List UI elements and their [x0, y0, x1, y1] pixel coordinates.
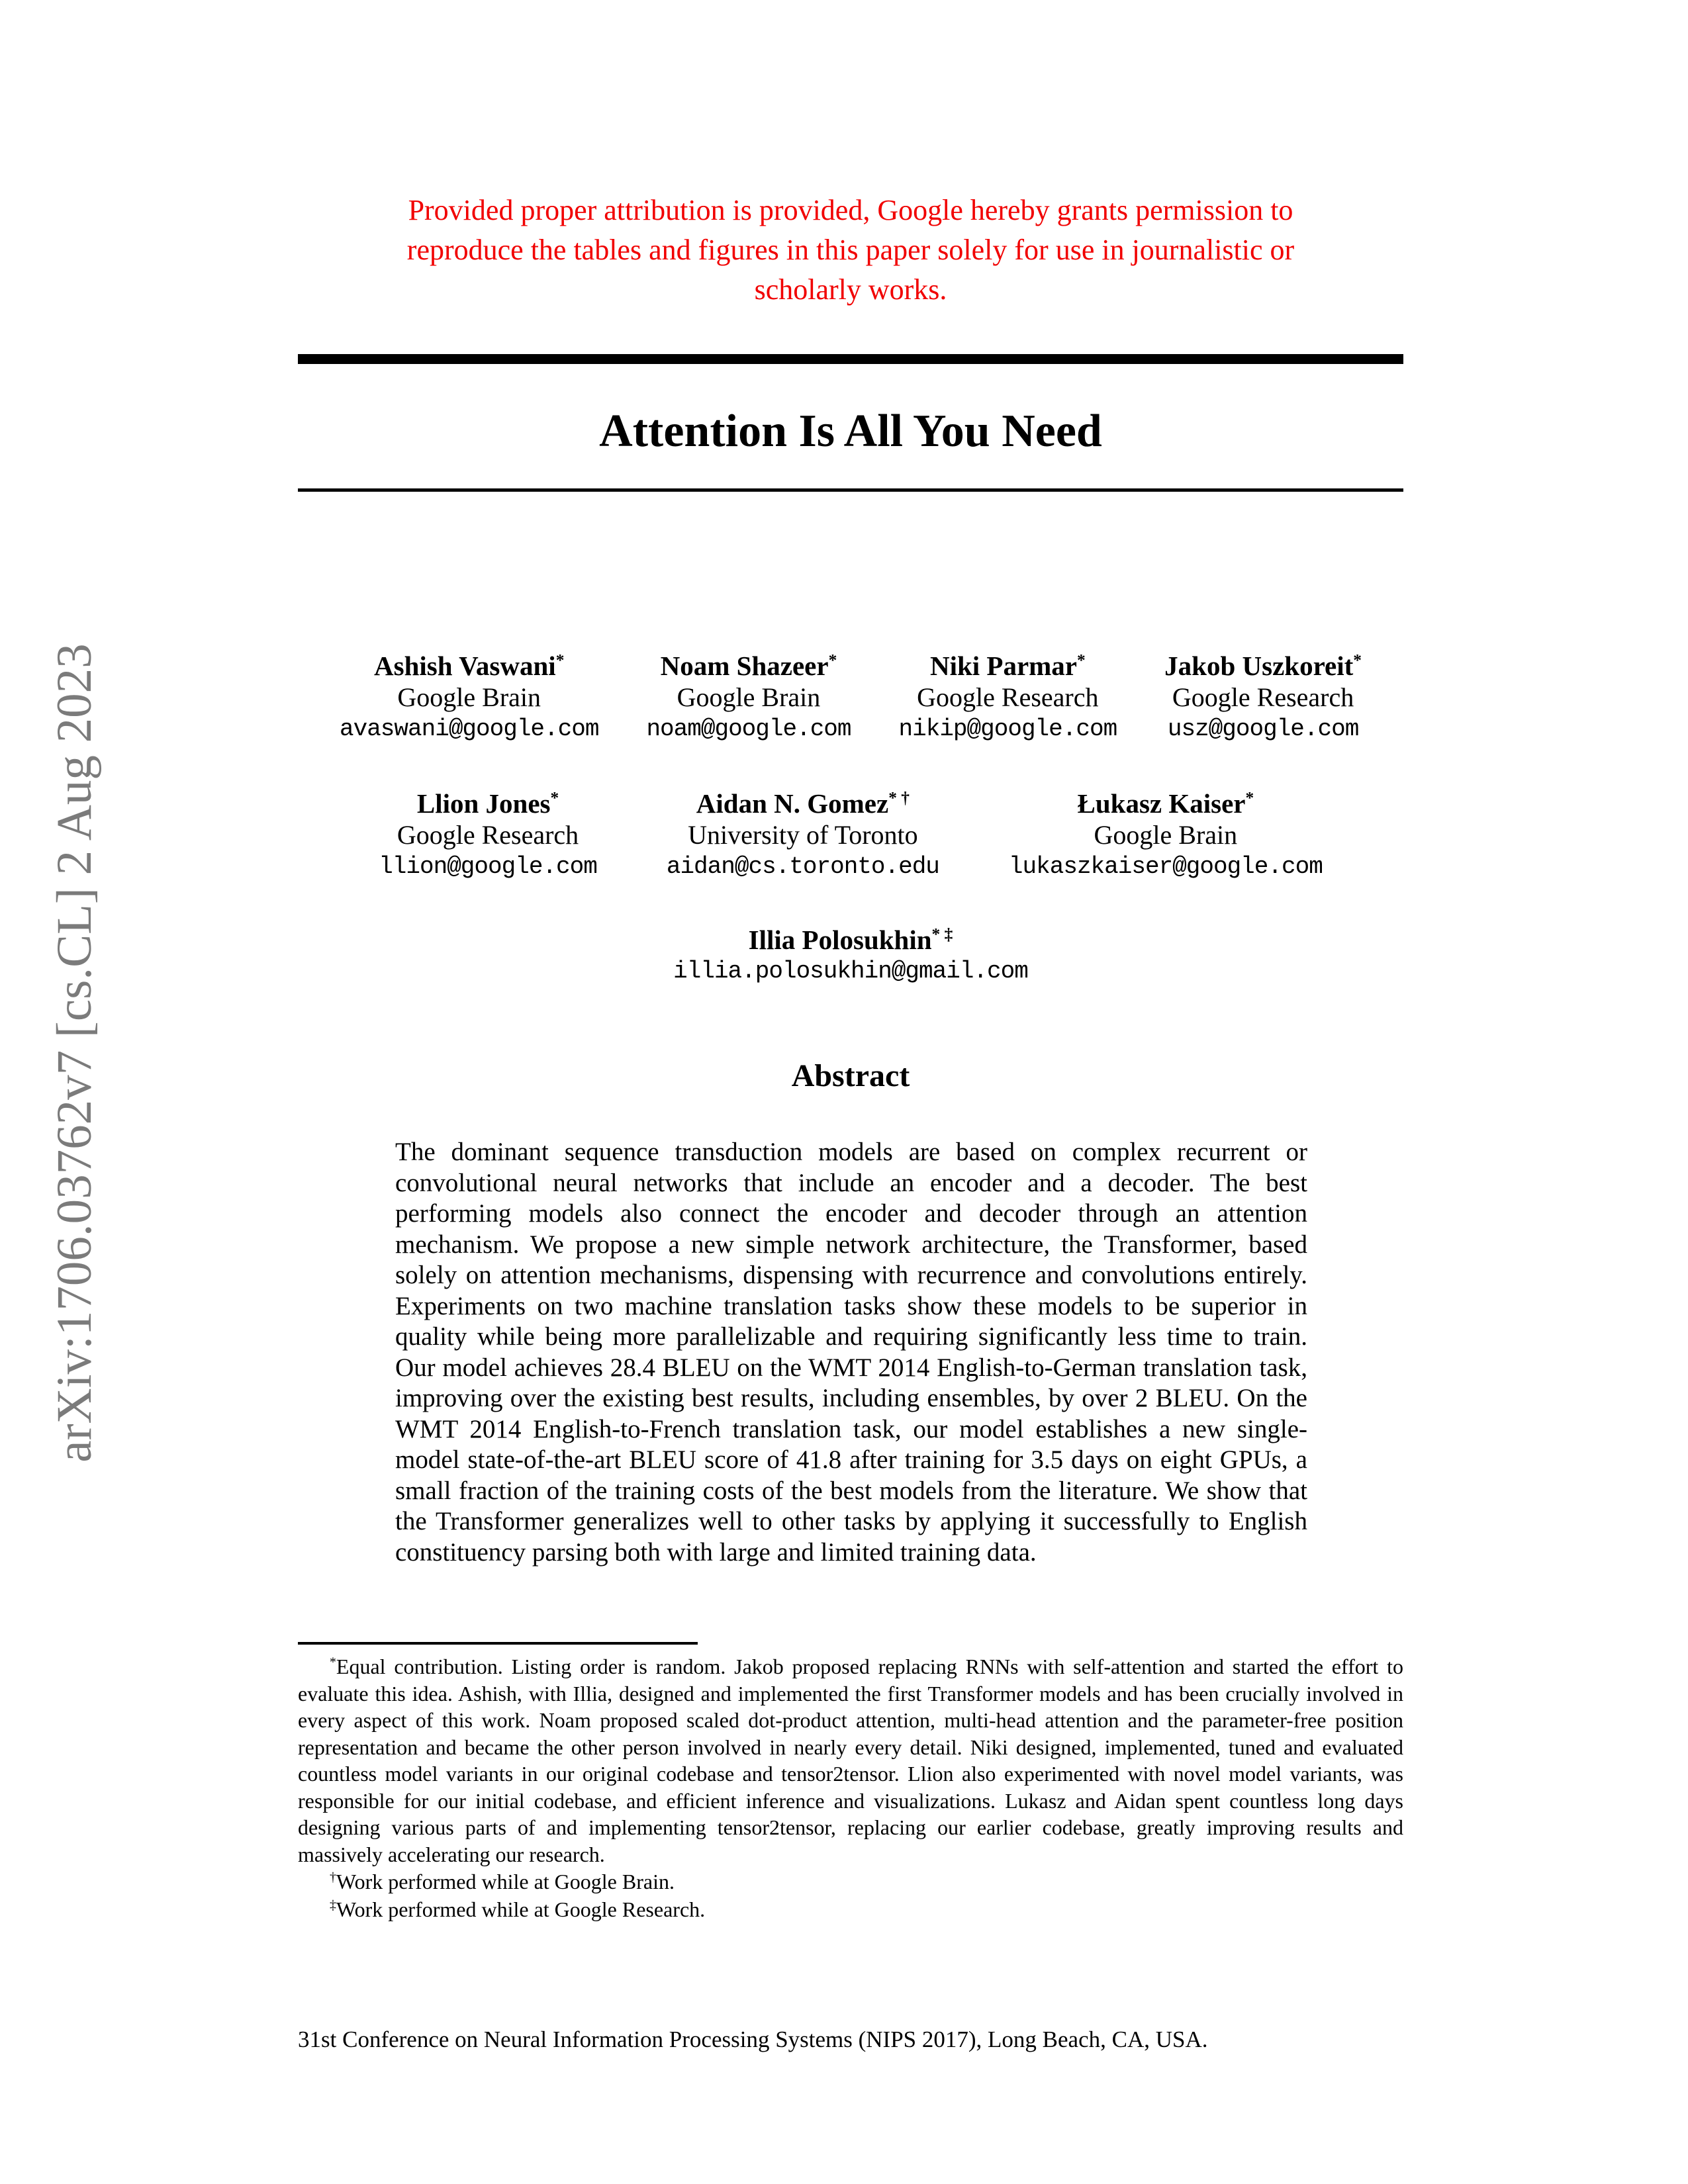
footnote-mark-double-dagger: ‡ [330, 1897, 336, 1913]
author-mark: * [1353, 651, 1362, 670]
author-affiliation: University of Toronto [688, 820, 918, 850]
title-rule-top [298, 354, 1403, 364]
author-name: Ashish Vaswani [374, 651, 556, 681]
author-name: Aidan N. Gomez [696, 788, 889, 819]
footnotes-section [298, 1642, 1403, 1923]
license-notice-line-2: reproduce the tables and figures in this paper solely for use in journalistic or [406, 234, 1295, 266]
authors-row-1 [298, 650, 1403, 745]
author-block-shazeer [646, 650, 851, 745]
author-name: Llion Jones [416, 788, 551, 819]
author-block-gomez [667, 788, 939, 883]
footnote-dagger [298, 1868, 1403, 1895]
author-affiliation: Google Brain [1094, 820, 1238, 850]
author-email: illia.polosukhin@gmail.com [673, 958, 1028, 985]
abstract-body: The dominant sequence transduction models are based on complex recurrent or convolutional neural networks that include an encoder and a decoder. The best performing models also connect the encoder and decoder through an attention mechanism. We propose a new simple network architecture, the Transformer, based solely on attention mechanisms, dispensing with recurrence and convolutions entirely. Experiments on two machine translation tasks show these models to be superior in quality while being more parallelizable and requiring significantly less time to train. Our model achieves 28.4 BLEU on the WMT 2014 English-to-German translation task, improving over the existing best results, including ensembles, by over 2 BLEU. On the WMT 2014 English-to-French translation task, our model establishes a new single-model state-of-the-art BLEU score of 41.8 after training for 3.5 days on eight GPUs, a small fraction of the training costs of the best models from the literature. We show that the Transformer generalizes well to other tasks by applying it successfully to English constituency parsing both with large and limited training data. [395, 1138, 1307, 1567]
footnote-mark-dagger: † [330, 1870, 336, 1885]
author-affiliation: Google Research [397, 820, 579, 850]
conference-note: 31st Conference on Neural Information Processing Systems (NIPS 2017), Long Beach, CA, USA. [298, 2026, 1208, 2052]
author-mark: * [550, 788, 559, 807]
author-email: nikip@google.com [898, 715, 1117, 743]
author-affiliation: Google Brain [397, 682, 541, 712]
author-email: avaswani@google.com [339, 715, 599, 743]
author-mark: * † [888, 788, 910, 807]
footnote-equal-contribution [298, 1653, 1403, 1868]
author-affiliation: Google Research [917, 682, 1099, 712]
author-mark: * ‡ [931, 925, 953, 944]
author-mark: * [1245, 788, 1254, 807]
footnote-mark-asterisk: * [330, 1655, 336, 1670]
footnote-text: Equal contribution. Listing order is random. Jakob proposed replacing RNNs with self-attention and started the effort to evaluate this idea. Ashish, with Illia, designed and implemented the first Transformer models and has been crucially involved in every aspect of this work. Noam proposed scaled dot-product attention, multi-head attention and the parameter-free position representation and became the other person involved in nearly every detail. Niki designed, implemented, tuned and evaluated countless model variants in our original codebase and tensor2tensor. Llion also experimented with novel model variants, was responsible for our initial codebase, and efficient inference and visualizations. Lukasz and Aidan spent countless long days designing various parts of and implementing tensor2tensor, replacing our earlier codebase, greatly improving results and massively accelerating our research. [298, 1655, 1403, 1866]
author-email: usz@google.com [1167, 715, 1359, 743]
footnote-rule [298, 1642, 698, 1645]
footnote-text: Work performed while at Google Research. [336, 1897, 706, 1921]
license-notice-line-3: scholarly works. [754, 273, 947, 306]
author-block-parmar [899, 650, 1117, 745]
author-email: lukaszkaiser@google.com [1008, 853, 1323, 880]
authors-row-2 [298, 788, 1403, 883]
author-block-polosukhin [673, 924, 1028, 987]
arxiv-stamp: arXiv:1706.03762v7 [cs.CL] 2 Aug 2023 [47, 643, 102, 1463]
author-mark: * [1077, 651, 1086, 670]
authors-row-3 [298, 924, 1403, 987]
author-email: noam@google.com [646, 715, 851, 743]
author-email: aidan@cs.toronto.edu [666, 853, 939, 880]
author-mark: * [555, 651, 565, 670]
author-affiliation: Google Research [1172, 682, 1354, 712]
author-block-uszkoreit [1164, 650, 1362, 745]
abstract-heading: Abstract [791, 1058, 910, 1093]
paper-title: Attention Is All You Need [599, 406, 1102, 457]
author-name: Niki Parmar [929, 651, 1078, 681]
author-email: llion@google.com [379, 853, 597, 880]
author-name: Noam Shazeer [660, 651, 829, 681]
title-rule-bottom [298, 488, 1403, 492]
author-name: Illia Polosukhin [748, 925, 932, 955]
footnote-double-dagger [298, 1895, 1403, 1923]
author-affiliation: Google Brain [677, 682, 821, 712]
author-name: Łukasz Kaiser [1077, 788, 1246, 819]
paper-content [298, 0, 1403, 2184]
license-notice-line-1: Provided proper attribution is provided, Google hereby grants permission to [408, 194, 1293, 226]
footnote-text: Work performed while at Google Brain. [336, 1870, 675, 1893]
license-notice [298, 191, 1403, 310]
author-mark: * [828, 651, 837, 670]
author-block-jones [379, 788, 597, 883]
author-name: Jakob Uszkoreit [1164, 651, 1354, 681]
author-block-vaswani [340, 650, 598, 745]
author-block-kaiser [1009, 788, 1323, 883]
